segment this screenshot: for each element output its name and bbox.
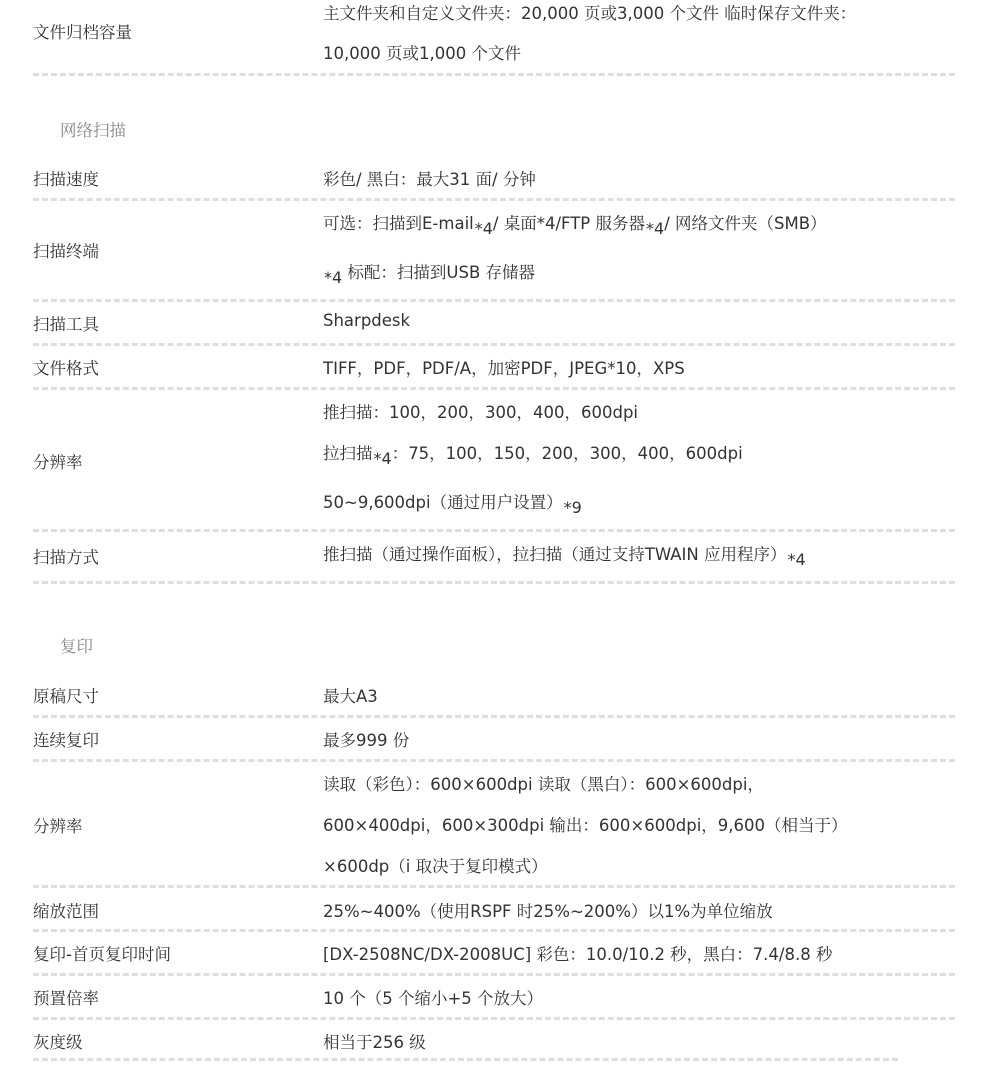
spec-value-line: 600×400dpi，600×300dpi 输出：600×600dpi，9,600（相当于） <box>323 816 848 835</box>
spec-label: 文件格式 <box>33 359 99 378</box>
spec-row-continuous-copy <box>33 718 955 762</box>
spec-value-line: 10,000 页或1,000 个文件 <box>323 44 521 63</box>
spec-label: 连续复印 <box>33 731 99 750</box>
spec-value: Sharpdesk <box>323 311 411 330</box>
spec-value-line: *4 标配：扫描到USB 存储器 <box>324 263 536 287</box>
spec-row-zoom-range <box>33 888 955 932</box>
spec-row-scan-method <box>33 532 955 584</box>
spec-value: 推扫描（通过操作面板），拉扫描（通过支持TWAIN 应用程序）*4 <box>323 545 806 569</box>
spec-value: [DX-2508NC/DX-2008UC] 彩色：10.0/10.2 秒，黑白：7.4/8.8 秒 <box>323 945 833 964</box>
spec-row-original-size <box>33 670 955 718</box>
spec-row-scan-resolution <box>33 390 955 532</box>
spec-label: 扫描速度 <box>33 170 99 189</box>
spec-label: 复印-首页复印时间 <box>33 945 171 964</box>
divider <box>33 1058 898 1061</box>
spec-value: 最大A3 <box>323 687 378 706</box>
spec-label: 扫描工具 <box>33 315 99 334</box>
spec-value-line: 读取（彩色）：600×600dpi 读取（黑白）：600×600dpi， <box>323 775 764 794</box>
spec-value: 25%~400%（使用RSPF 时25%~200%）以1%为单位缩放 <box>323 902 773 921</box>
spec-label: 文件归档容量 <box>33 23 132 42</box>
spec-value-line: 推扫描：100，200，300，400，600dpi <box>323 403 638 422</box>
section-title-copy: 复印 <box>60 637 93 656</box>
spec-row-copy-resolution <box>33 762 955 888</box>
spec-value: 最多999 份 <box>323 731 410 750</box>
spec-value: 10 个（5 个缩小+5 个放大） <box>323 989 544 1008</box>
spec-value-line: 主文件夹和自定义文件夹：20,000 页或3,000 个文件 临时保存文件夹： <box>323 4 857 23</box>
spec-label: 扫描方式 <box>33 548 99 567</box>
spec-value-line: ×600dp（i 取决于复印模式） <box>323 857 548 876</box>
spec-label: 分辨率 <box>33 817 83 836</box>
spec-row-file-format <box>33 346 955 390</box>
spec-row-storage <box>33 0 955 76</box>
spec-value: 彩色/ 黑白：最大31 面/ 分钟 <box>323 170 536 189</box>
spec-label: 缩放范围 <box>33 902 99 921</box>
spec-value-line: 可选：扫描到E-mail*4/ 桌面*4/FTP 服务器*4/ 网络文件夹（SMB） <box>323 214 827 238</box>
spec-row-preset-ratio <box>33 976 955 1020</box>
spec-value-line: 50~9,600dpi（通过用户设置）*9 <box>323 493 582 517</box>
spec-row-first-copy-time <box>33 932 955 976</box>
spec-label: 灰度级 <box>33 1033 83 1052</box>
spec-label: 扫描终端 <box>33 242 99 261</box>
spec-value-line: 拉扫描*4：75，100，150，200，300，400，600dpi <box>323 444 743 468</box>
spec-label: 分辨率 <box>33 453 83 472</box>
spec-row-scan-destination <box>33 201 955 302</box>
spec-value: 相当于256 级 <box>323 1033 426 1052</box>
spec-row-scan-speed <box>33 152 955 201</box>
spec-label: 预置倍率 <box>33 989 99 1008</box>
spec-label: 原稿尺寸 <box>33 687 99 706</box>
section-title-network-scan: 网络扫描 <box>60 121 126 140</box>
spec-value: TIFF，PDF，PDF/A，加密PDF，JPEG*10，XPS <box>323 359 685 378</box>
spec-row-scan-tool <box>33 302 955 346</box>
